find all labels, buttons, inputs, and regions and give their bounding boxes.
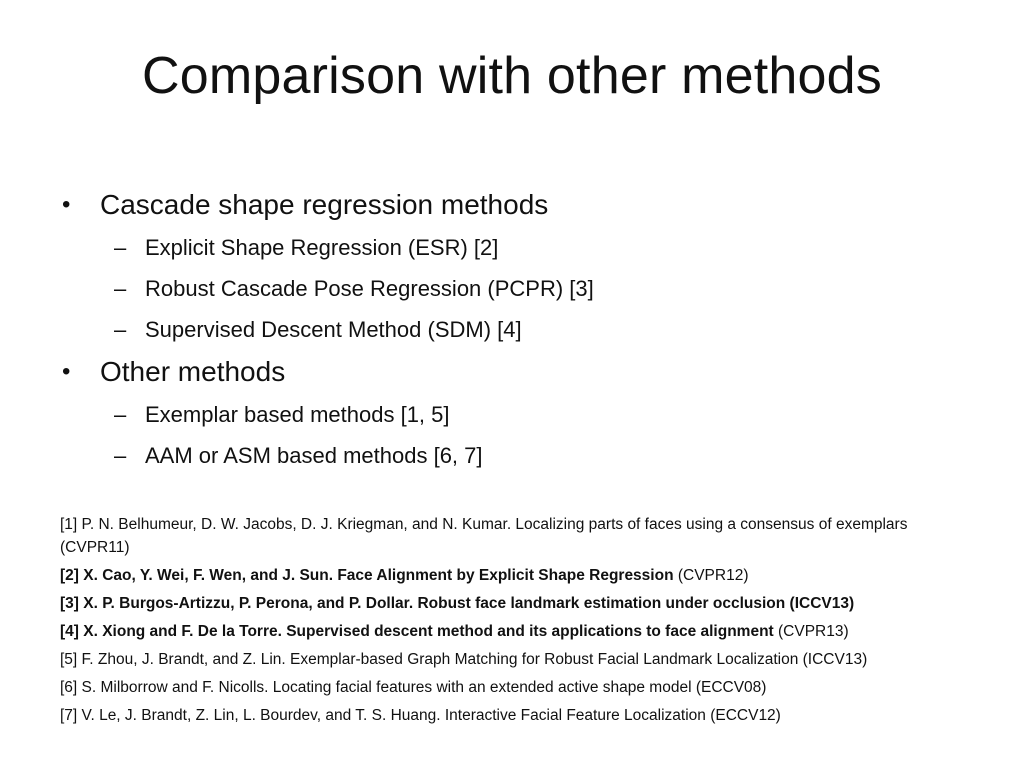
bullet-item	[62, 183, 982, 227]
bullet-item	[62, 350, 982, 394]
reference-text: (CVPR13)	[773, 623, 849, 640]
dash-icon: –	[114, 402, 127, 427]
slide-title: Comparison with other methods	[142, 47, 882, 105]
dash-icon: –	[114, 443, 127, 468]
references	[60, 513, 960, 732]
reference-item	[60, 564, 960, 587]
dash-icon: –	[114, 317, 127, 342]
reference-text: [6] S. Milborrow and F. Nicolls. Locating facial features with an extended active shape model (ECCV08)	[60, 679, 767, 696]
sub-bullet-item	[62, 227, 982, 268]
bullet-text: Other methods	[100, 356, 286, 387]
reference-item	[60, 620, 960, 643]
reference-item	[60, 592, 960, 615]
sub-bullet-text: Supervised Descent Method (SDM) [4]	[145, 317, 522, 342]
reference-bold-text: [4] X. Xiong and F. De la Torre. Supervised descent method and its applications to face alignment	[60, 623, 774, 640]
reference-text: [5] F. Zhou, J. Brandt, and Z. Lin. Exemplar-based Graph Matching for Robust Facial Landmark Localization (ICCV13)	[60, 651, 868, 668]
bullet-dot-icon: •	[62, 358, 71, 385]
sub-bullet-item	[62, 309, 982, 350]
sub-bullet-item	[62, 394, 982, 435]
sub-bullet-item	[62, 268, 982, 309]
sub-bullet-text: Explicit Shape Regression (ESR) [2]	[145, 235, 499, 260]
dash-icon: –	[114, 235, 127, 260]
reference-item	[60, 648, 960, 671]
sub-bullet-text: Robust Cascade Pose Regression (PCPR) [3]	[145, 276, 594, 301]
reference-text: (CVPR12)	[673, 567, 749, 584]
reference-item	[60, 676, 960, 699]
bullet-dot-icon: •	[62, 191, 71, 218]
reference-text: [1] P. N. Belhumeur, D. W. Jacobs, D. J. Kriegman, and N. Kumar. Localizing parts of faces using a consensus of exemplars (CVPR11)	[60, 516, 908, 556]
reference-item	[60, 704, 960, 727]
sub-bullet-item	[62, 435, 982, 476]
reference-text: [7] V. Le, J. Brandt, Z. Lin, L. Bourdev, and T. S. Huang. Interactive Facial Feature Localization (ECCV12)	[60, 707, 781, 724]
dash-icon: –	[114, 276, 127, 301]
reference-bold-text: [3] X. P. Burgos-Artizzu, P. Perona, and P. Dollar. Robust face landmark estimation under occlusion (ICCV13)	[60, 595, 855, 612]
reference-item	[60, 513, 960, 559]
reference-bold-text: [2] X. Cao, Y. Wei, F. Wen, and J. Sun. Face Alignment by Explicit Shape Regression	[60, 567, 674, 584]
sub-bullet-text: AAM or ASM based methods [6, 7]	[145, 443, 483, 468]
sub-bullet-text: Exemplar based methods [1, 5]	[145, 402, 450, 427]
bullet-text: Cascade shape regression methods	[100, 189, 549, 220]
bullet-list	[62, 183, 982, 476]
